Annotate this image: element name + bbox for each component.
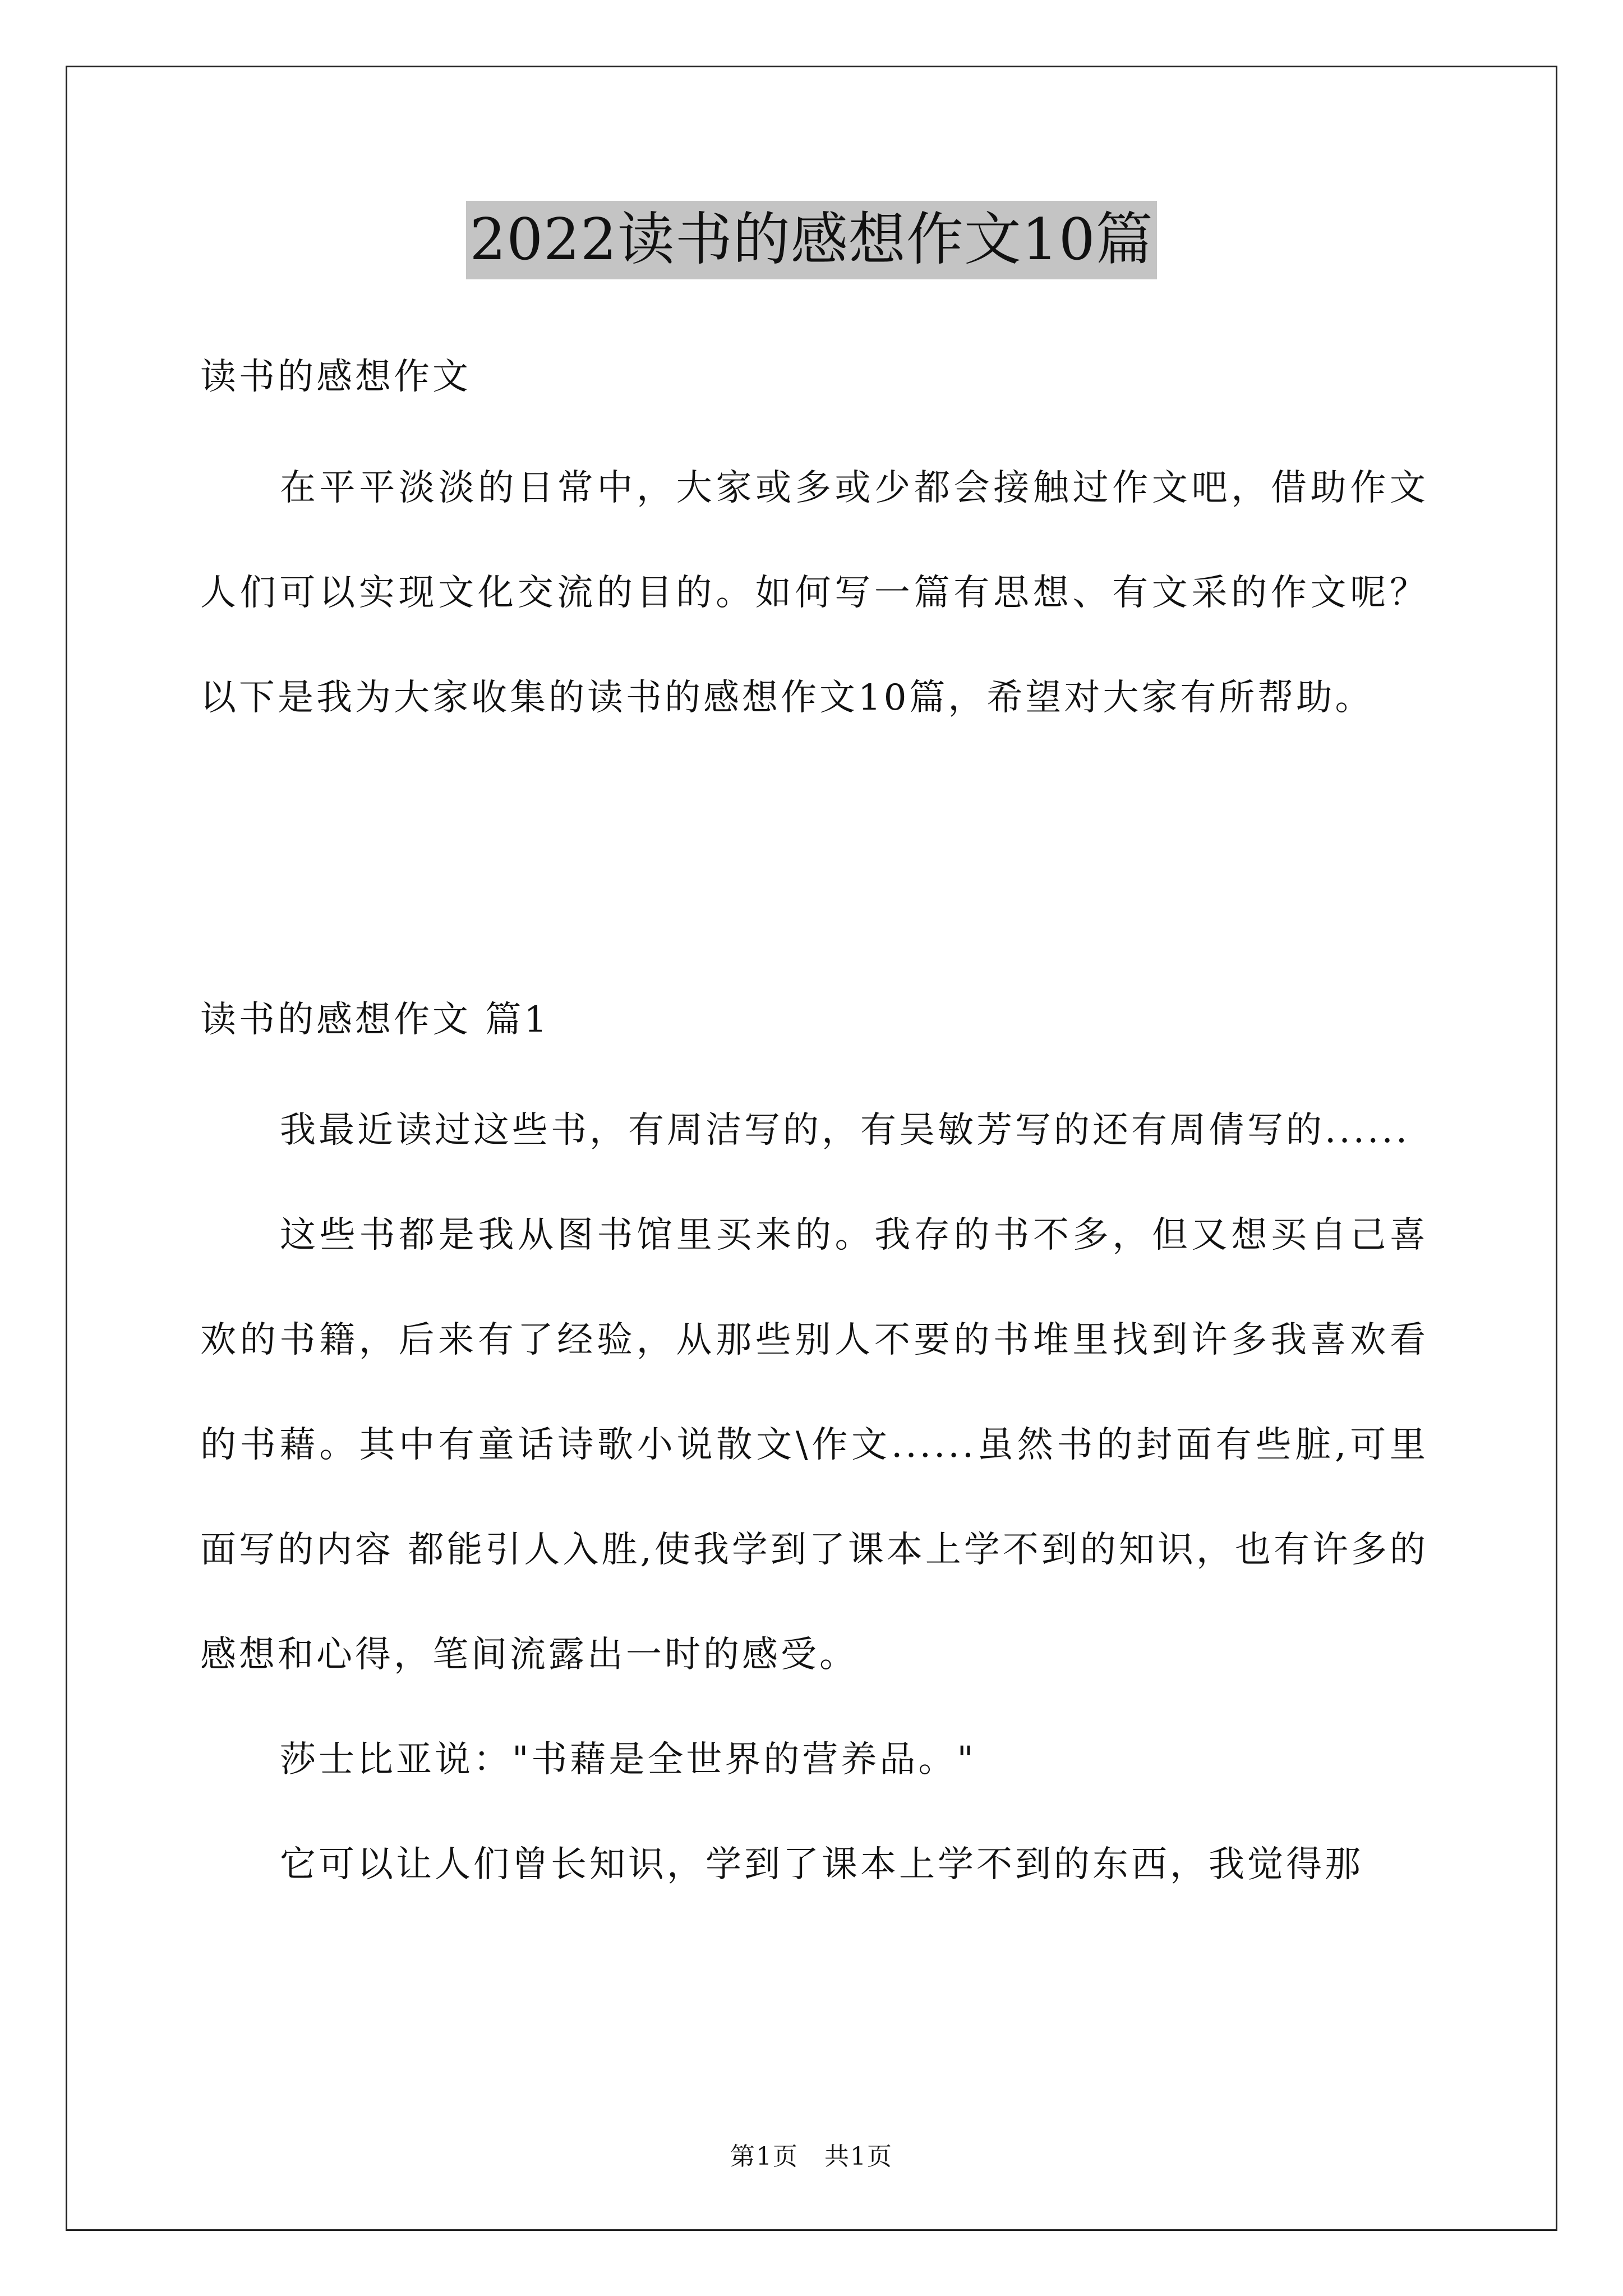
essay-paragraph-2: 这些书都是我从图书馆里买来的。我存的书不多，但又想买自己喜欢的书籍，后来有了经验，从那些别人不要的书堆里找到许多我喜欢看的书藉。其中有童话诗歌小说散文\作文......虽然书的封面有些脏,可里面写的内容 都能引人入胜,使我学到了课本上学不到的知识，也有许多的感想和心得，笔间流露出一时的感受。 — [200, 1214, 1428, 1676]
essay-heading: 读书的感想作文 篇1 — [200, 999, 550, 1041]
title-container — [0, 201, 1623, 279]
essay-paragraph-3: 莎士比亚说："书藉是全世界的营养品。" — [280, 1739, 976, 1780]
essay-body — [200, 1078, 1428, 1917]
page-footer: 第1页 共1页 — [730, 2142, 893, 2171]
intro-paragraph: 在平平淡淡的日常中，大家或多或少都会接触过作文吧，借助作文人们可以实现文化交流的目的。如何写一篇有思想、有文采的作文呢？以下是我为大家收集的读书的感想作文10篇，希望对大家有所帮助。 — [200, 467, 1428, 719]
intro-block — [200, 436, 1428, 751]
essay-paragraph-4: 它可以让人们曾长知识，学到了课本上学不到的东西，我觉得那 — [280, 1844, 1363, 1885]
document-title: 2022读书的感想作文10篇 — [466, 201, 1156, 279]
essay-paragraph-1: 我最近读过这些书，有周洁写的，有吴敏芳写的还有周倩写的...... — [280, 1110, 1410, 1151]
section-heading: 读书的感想作文 — [200, 356, 471, 398]
